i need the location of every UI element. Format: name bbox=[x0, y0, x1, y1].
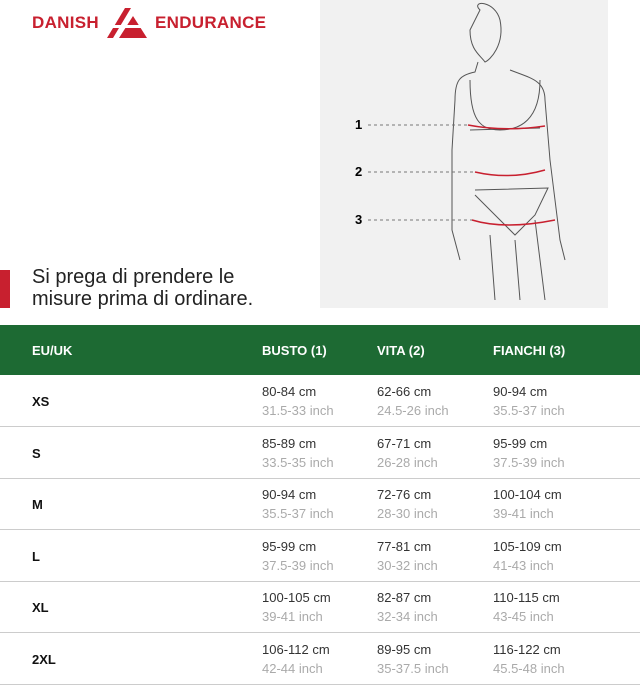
busto-cell bbox=[262, 434, 334, 472]
inch-value: 31.5-33 inch bbox=[262, 403, 334, 418]
table-row bbox=[0, 582, 640, 633]
size-label: M bbox=[32, 497, 43, 512]
inch-value: 41-43 inch bbox=[493, 557, 554, 573]
inch-value: 24.5-26 inch bbox=[377, 403, 449, 418]
header-busto: BUSTO (1) bbox=[262, 343, 327, 358]
cm-value: 90-94 cm bbox=[262, 487, 317, 502]
marker-1: 1 bbox=[355, 117, 363, 132]
measurement-illustration bbox=[320, 0, 608, 308]
cm-value: 95-99 cm bbox=[262, 538, 317, 554]
cm-value: 77-81 cm bbox=[377, 538, 432, 554]
fianchi-cell bbox=[493, 434, 565, 472]
note-line-1: Si prega di prendere le bbox=[32, 266, 235, 288]
measure-note bbox=[32, 266, 253, 310]
inch-value: 42-44 inch bbox=[262, 660, 323, 676]
table-row bbox=[0, 479, 640, 530]
cm-value: 110-115 cm bbox=[493, 590, 560, 605]
fianchi-cell bbox=[493, 537, 562, 575]
note-line-2: misure prima di ordinare. bbox=[32, 288, 254, 310]
cm-value: 67-71 cm bbox=[377, 435, 432, 451]
inch-value: 35.5-37 inch bbox=[493, 403, 565, 418]
cm-value: 105-109 cm bbox=[493, 538, 562, 554]
cm-value: 80-84 cm bbox=[262, 384, 317, 399]
busto-cell bbox=[262, 588, 331, 626]
vita-cell bbox=[377, 485, 438, 523]
logo-mountain-icon bbox=[105, 8, 149, 38]
vita-cell bbox=[377, 588, 438, 626]
cm-value: 106-112 cm bbox=[262, 641, 330, 657]
table-row bbox=[0, 376, 640, 427]
fianchi-cell bbox=[493, 382, 565, 420]
marker-3: 3 bbox=[355, 212, 363, 227]
fianchi-cell bbox=[493, 640, 565, 678]
vita-cell bbox=[377, 382, 449, 420]
brand-left: DANISH bbox=[32, 13, 99, 32]
cm-value: 100-104 cm bbox=[493, 487, 562, 502]
vita-cell bbox=[377, 434, 438, 472]
fianchi-cell bbox=[493, 588, 560, 626]
cm-value: 116-122 cm bbox=[493, 641, 561, 657]
busto-cell bbox=[262, 485, 334, 523]
header-size: EU/UK bbox=[32, 343, 73, 358]
inch-value: 39-41 inch bbox=[262, 609, 323, 624]
size-label: XL bbox=[32, 600, 49, 615]
inch-value: 30-32 inch bbox=[377, 557, 438, 573]
inch-value: 28-30 inch bbox=[377, 506, 438, 521]
header-fianchi: FIANCHI (3) bbox=[493, 343, 566, 358]
inch-value: 39-41 inch bbox=[493, 506, 554, 521]
size-label: S bbox=[32, 445, 41, 461]
cm-value: 89-95 cm bbox=[377, 641, 432, 657]
inch-value: 26-28 inch bbox=[377, 454, 438, 470]
inch-value: 35-37.5 inch bbox=[377, 660, 449, 676]
cm-value: 62-66 cm bbox=[377, 384, 432, 399]
busto-cell bbox=[262, 640, 330, 678]
cm-value: 82-87 cm bbox=[377, 590, 432, 605]
inch-value: 32-34 inch bbox=[377, 609, 438, 624]
brand-right: ENDURANCE bbox=[154, 13, 267, 32]
table-row bbox=[0, 531, 640, 582]
inch-value: 37.5-39 inch bbox=[262, 557, 334, 573]
fianchi-cell bbox=[493, 485, 562, 523]
table-row bbox=[0, 428, 640, 479]
inch-value: 43-45 inch bbox=[493, 609, 554, 624]
size-label: 2XL bbox=[32, 651, 56, 667]
header-vita: VITA (2) bbox=[377, 343, 425, 358]
inch-value: 45.5-48 inch bbox=[493, 660, 565, 676]
inch-value: 33.5-35 inch bbox=[262, 454, 334, 470]
cm-value: 100-105 cm bbox=[262, 590, 331, 605]
cm-value: 95-99 cm bbox=[493, 435, 548, 451]
cm-value: 85-89 cm bbox=[262, 435, 317, 451]
marker-2: 2 bbox=[355, 164, 363, 179]
vita-cell bbox=[377, 640, 449, 678]
brand-logo bbox=[32, 8, 266, 38]
size-label: XS bbox=[32, 394, 50, 409]
cm-value: 90-94 cm bbox=[493, 384, 548, 399]
table-header bbox=[0, 325, 640, 375]
size-label: L bbox=[32, 548, 40, 564]
inch-value: 35.5-37 inch bbox=[262, 506, 334, 521]
busto-cell bbox=[262, 537, 334, 575]
inch-value: 37.5-39 inch bbox=[493, 454, 565, 470]
cm-value: 72-76 cm bbox=[377, 487, 432, 502]
table-row bbox=[0, 634, 640, 685]
busto-cell bbox=[262, 382, 334, 420]
accent-bar bbox=[0, 270, 10, 308]
vita-cell bbox=[377, 537, 438, 575]
